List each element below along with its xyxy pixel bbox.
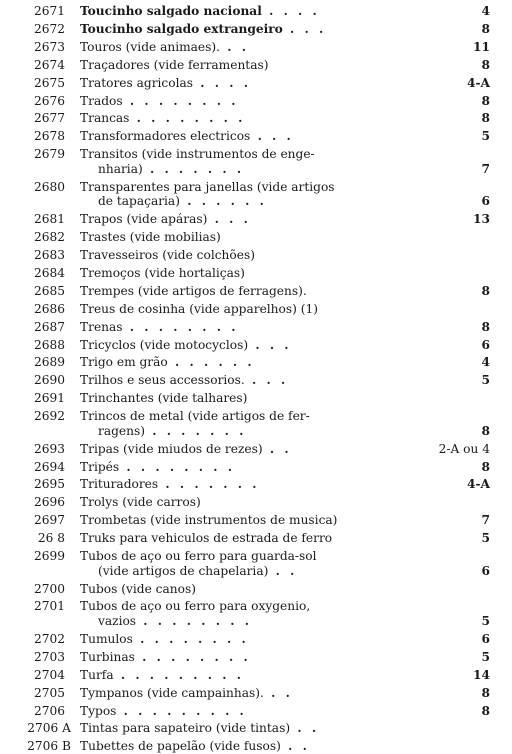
- index-entry: [0, 531, 512, 546]
- leader-dots: . . . . . . . .: [129, 111, 246, 126]
- description-text: Tumulos: [80, 631, 133, 646]
- entry-description: [80, 76, 440, 91]
- description-line: [80, 22, 440, 37]
- index-entry: [0, 320, 512, 335]
- entry-description: [80, 391, 440, 406]
- tariff-class: 8: [481, 319, 490, 334]
- description-text: Tripés: [80, 459, 120, 474]
- index-entry: [0, 582, 512, 597]
- description-line: [80, 391, 440, 406]
- description-text: Truks para vehiculos de estrada de ferro: [80, 531, 333, 546]
- tariff-class: 4-A: [467, 75, 490, 90]
- index-entry: [0, 650, 512, 665]
- entry-description: [80, 212, 440, 227]
- index-entry: [0, 549, 512, 578]
- entry-description: [80, 549, 440, 578]
- description-text: Trados: [80, 93, 123, 108]
- entry-description: [80, 704, 440, 719]
- description-text: Typos: [80, 703, 117, 718]
- leader-dots: . . . . . . .: [158, 477, 260, 492]
- description-text: Traçadores (vide ferramentas): [80, 57, 269, 72]
- leader-dots: . . .: [248, 337, 292, 352]
- entry-description: [80, 495, 440, 510]
- description-line: [80, 477, 440, 492]
- index-entry: [0, 409, 512, 438]
- entry-description: [80, 409, 440, 438]
- leader-dots: . . . . . . . .: [136, 613, 252, 628]
- entry-number: 2674: [33, 57, 65, 72]
- description-text: Travesseiros (vide colchões): [80, 248, 255, 262]
- index-entry: [0, 495, 512, 510]
- description-line: [80, 599, 440, 614]
- leader-dots: . .: [220, 39, 250, 54]
- index-entry: [0, 355, 512, 370]
- description-line: [80, 582, 440, 597]
- description-line: [80, 94, 440, 109]
- description-line: [80, 495, 440, 510]
- entry-description: [80, 599, 440, 628]
- tariff-class: 4: [481, 4, 490, 18]
- leader-dots: . . . . . . . .: [122, 93, 239, 108]
- tariff-class: 8: [481, 111, 490, 126]
- description-text: nharia): [98, 161, 143, 176]
- entry-number: 2673: [33, 39, 65, 54]
- entry-description: [80, 686, 440, 701]
- description-text: Trigo em grão: [80, 355, 168, 370]
- description-line: [80, 442, 440, 457]
- index-entry: [0, 129, 512, 144]
- entry-number: 2685: [33, 283, 65, 298]
- description-line: [80, 650, 440, 665]
- tariff-class: 2-A ou 4: [438, 441, 490, 456]
- entry-number: 2696: [33, 495, 65, 510]
- tariff-class: 6: [481, 337, 490, 352]
- description-line: [80, 373, 440, 388]
- description-text: Tubos de aço ou ferro para guarda-sol: [80, 549, 317, 563]
- leader-dots: . .: [263, 685, 293, 700]
- tariff-class: 4-A: [467, 477, 490, 492]
- entry-number: 2691: [33, 391, 65, 406]
- entry-description: [80, 58, 440, 73]
- leader-dots: . . .: [250, 129, 294, 144]
- entry-description: [80, 442, 440, 457]
- description-text: Tripas (vide miudos de rezes): [80, 441, 263, 456]
- entry-description: [80, 531, 440, 546]
- description-text: Trancas: [80, 111, 130, 126]
- description-text: Tubettes de papelão (vide fusos): [80, 739, 281, 754]
- index-entry: [0, 632, 512, 647]
- leader-dots: . . . . . . . . .: [116, 703, 247, 718]
- description-line: [80, 721, 440, 736]
- description-line: [80, 424, 440, 439]
- entry-number: 2699: [33, 549, 65, 563]
- entry-number: 2686: [33, 301, 65, 316]
- entry-description: [80, 739, 440, 754]
- description-line: [80, 739, 440, 754]
- description-text: Tubos de aço ou ferro para oxygenio,: [80, 599, 311, 614]
- description-line: [80, 111, 440, 126]
- tariff-class: 11: [473, 39, 490, 54]
- entry-description: [80, 22, 440, 37]
- description-text: ragens): [98, 423, 145, 438]
- tariff-class: 8: [481, 423, 490, 438]
- entry-description: [80, 721, 440, 736]
- description-text: Tremoços (vide hortaliças): [80, 265, 245, 280]
- leader-dots: . . . . . . .: [144, 423, 247, 438]
- tariff-class: 8: [481, 57, 490, 72]
- leader-dots: . . .: [282, 21, 327, 36]
- tariff-class: 6: [481, 563, 490, 578]
- entry-description: [80, 355, 440, 370]
- description-line: [80, 302, 440, 317]
- leader-dots: . .: [268, 563, 298, 578]
- description-line: [80, 58, 440, 73]
- description-text: Treus de cosinha (vide apparelhos) (1): [80, 301, 319, 316]
- description-line: [80, 338, 440, 353]
- index-entry: [0, 460, 512, 475]
- leader-dots: . .: [290, 721, 320, 736]
- description-line: [80, 549, 440, 564]
- description-line: [80, 704, 440, 719]
- description-text: Toucinho salgado nacional: [80, 4, 262, 18]
- entry-description: [80, 147, 440, 176]
- entry-description: [80, 302, 440, 317]
- entry-number: 2682: [33, 230, 65, 245]
- tariff-class: 8: [481, 685, 490, 700]
- tariff-class: 5: [481, 531, 490, 546]
- leader-dots: . . . .: [193, 75, 251, 90]
- leader-dots: . . .: [244, 373, 289, 388]
- description-text: Trituradores: [80, 477, 159, 492]
- index-entry: [0, 58, 512, 73]
- entry-description: [80, 582, 440, 597]
- index-entry: [0, 442, 512, 457]
- entry-number: 2671: [33, 4, 65, 18]
- leader-dots: . . . . . . . . .: [113, 667, 244, 682]
- tariff-class: 4: [481, 355, 490, 370]
- entry-number: 2690: [33, 373, 65, 388]
- description-line: [80, 129, 440, 144]
- tariff-class: 8: [481, 93, 490, 108]
- leader-dots: . . . . . . .: [142, 161, 245, 176]
- tariff-class: 5: [481, 649, 490, 664]
- description-line: [80, 284, 440, 299]
- description-line: [80, 668, 440, 683]
- index-entry: [0, 284, 512, 299]
- description-line: [80, 632, 440, 647]
- description-line: [80, 147, 440, 162]
- tariff-class: 5: [481, 129, 490, 144]
- entry-number: 2680: [33, 179, 65, 194]
- entry-description: [80, 40, 440, 55]
- leader-dots: . . . . . . . .: [122, 319, 239, 334]
- entry-description: [80, 650, 440, 665]
- description-text: Trapos (vide apáras): [80, 212, 208, 227]
- entry-description: [80, 180, 440, 209]
- entry-description: [80, 513, 440, 528]
- description-text: (vide artigos de chapelaria): [98, 563, 269, 578]
- entry-number: 2678: [33, 129, 65, 144]
- entry-number: 2706 B: [27, 739, 71, 754]
- tariff-class: 8: [481, 21, 490, 36]
- leader-dots: . . . . . .: [179, 194, 267, 209]
- index-entry: [0, 686, 512, 701]
- index-entry: [0, 739, 512, 754]
- index-entry: [0, 266, 512, 281]
- entry-description: [80, 373, 440, 388]
- entry-number: 2706 A: [27, 721, 71, 736]
- description-text: Tubos (vide canos): [80, 581, 196, 596]
- description-text: Turbinas: [80, 649, 135, 664]
- leader-dots: . . . . . . . .: [134, 649, 251, 664]
- index-entry: [0, 704, 512, 719]
- tariff-class: 6: [481, 631, 490, 646]
- description-line: [80, 513, 440, 528]
- index-entry: [0, 76, 512, 91]
- description-text: Trombetas (vide instrumentos de musica): [80, 513, 338, 528]
- index-entry: [0, 391, 512, 406]
- leader-dots: . . . . . .: [167, 355, 255, 370]
- entry-number: 2677: [33, 111, 65, 126]
- entry-number: 2676: [33, 93, 65, 108]
- entry-description: [80, 320, 440, 335]
- description-text: Trilhos e seus accessorios.: [80, 373, 245, 388]
- entry-number: 2705: [33, 685, 65, 700]
- index-entry: [0, 373, 512, 388]
- description-text: Transitos (vide instrumentos de enge-: [80, 147, 315, 162]
- description-line: [80, 212, 440, 227]
- tariff-class: 5: [481, 373, 490, 388]
- tariff-class: 8: [481, 283, 490, 298]
- entry-number: 2683: [33, 248, 65, 262]
- entry-number: 2693: [33, 441, 65, 456]
- entry-number: 26 8: [37, 531, 65, 546]
- description-text: Trincos de metal (vide artigos de fer-: [80, 409, 310, 424]
- tariff-class: 7: [481, 161, 490, 176]
- description-text: Tratores agricolas: [80, 75, 193, 90]
- entry-description: [80, 248, 440, 263]
- tariff-class: 5: [481, 613, 490, 628]
- index-entry: [0, 302, 512, 317]
- description-text: Tympanos (vide campainhas).: [80, 685, 264, 700]
- description-line: [80, 355, 440, 370]
- index-entry: [0, 180, 512, 209]
- index-entry: [0, 513, 512, 528]
- description-line: [80, 230, 440, 245]
- entry-number: 2681: [33, 212, 65, 227]
- description-text: Trenas: [80, 319, 123, 334]
- index-entry: [0, 147, 512, 176]
- tariff-class: 8: [481, 459, 490, 474]
- leader-dots: . .: [280, 739, 310, 754]
- entry-number: 2684: [33, 265, 65, 280]
- description-line: [80, 614, 440, 629]
- entry-number: 2697: [33, 513, 65, 528]
- description-line: [80, 686, 440, 701]
- leader-dots: . . . . . . . .: [132, 631, 249, 646]
- description-line: [80, 40, 440, 55]
- description-text: Touros (vide animaes).: [80, 39, 221, 54]
- index-entry: [0, 22, 512, 37]
- description-text: Toucinho salgado extrangeiro: [80, 21, 283, 36]
- entry-number: 2679: [33, 147, 65, 162]
- index-entry: [0, 248, 512, 263]
- tariff-class: 13: [473, 212, 490, 227]
- entry-number: 2694: [33, 459, 65, 474]
- entry-description: [80, 266, 440, 281]
- entry-description: [80, 4, 440, 19]
- description-text: Trolys (vide carros): [80, 495, 201, 510]
- index-entry: [0, 599, 512, 628]
- leader-dots: . .: [262, 441, 292, 456]
- entry-description: [80, 284, 440, 299]
- entry-number: 2701: [33, 599, 65, 614]
- description-text: vazios: [98, 613, 137, 628]
- entry-number: 2702: [33, 631, 65, 646]
- entry-number: 2703: [33, 649, 65, 664]
- entry-number: 2695: [33, 477, 65, 492]
- description-line: [80, 248, 440, 263]
- tariff-class: 7: [481, 513, 490, 528]
- description-text: Trempes (vide artigos de ferragens).: [80, 283, 307, 298]
- entry-description: [80, 111, 440, 126]
- index-entry: [0, 338, 512, 353]
- entry-description: [80, 668, 440, 683]
- index-entry: [0, 721, 512, 736]
- description-line: [80, 180, 440, 195]
- index-entry: [0, 94, 512, 109]
- entry-description: [80, 338, 440, 353]
- description-text: Turfa: [80, 667, 114, 682]
- description-line: [80, 162, 440, 177]
- entry-description: [80, 230, 440, 245]
- tariff-class: 6: [481, 194, 490, 209]
- description-text: de tapaçaria): [98, 194, 180, 209]
- entry-number: 2672: [33, 21, 65, 36]
- entry-number: 2692: [33, 409, 65, 424]
- entry-description: [80, 477, 440, 492]
- index-entry: [0, 477, 512, 492]
- entry-number: 2700: [33, 581, 65, 596]
- leader-dots: . . .: [207, 212, 251, 227]
- entry-number: 2706: [33, 703, 65, 718]
- entry-number: 2688: [33, 337, 65, 352]
- description-text: Trinchantes (vide talhares): [80, 391, 248, 406]
- entry-number: 2689: [33, 355, 65, 370]
- tariff-class: 8: [481, 703, 490, 718]
- entry-description: [80, 129, 440, 144]
- description-line: [80, 266, 440, 281]
- entry-number: 2675: [33, 75, 65, 90]
- index-entry: [0, 40, 512, 55]
- description-text: Transformadores electricos: [80, 129, 251, 144]
- index-entry: [0, 111, 512, 126]
- entry-description: [80, 632, 440, 647]
- description-line: [80, 194, 440, 209]
- entry-number: 2704: [33, 667, 65, 682]
- description-line: [80, 320, 440, 335]
- entry-number: 2687: [33, 319, 65, 334]
- description-text: Transparentes para janellas (vide artigos: [80, 179, 335, 194]
- entry-description: [80, 460, 440, 475]
- description-line: [80, 460, 440, 475]
- index-entry: [0, 4, 512, 19]
- description-text: Trastes (vide mobilias): [80, 230, 221, 245]
- index-entry: [0, 212, 512, 227]
- description-line: [80, 4, 440, 19]
- index-entry: [0, 230, 512, 245]
- description-line: [80, 564, 440, 579]
- tariff-class: 14: [473, 667, 490, 682]
- entry-description: [80, 94, 440, 109]
- description-text: Tricyclos (vide motocyclos): [80, 337, 249, 352]
- description-line: [80, 76, 440, 91]
- description-text: Tintas para sapateiro (vide tintas): [80, 721, 291, 736]
- description-line: [80, 531, 440, 546]
- description-line: [80, 409, 440, 424]
- leader-dots: . . . .: [261, 4, 320, 18]
- leader-dots: . . . . . . . .: [119, 459, 236, 474]
- index-entry: [0, 668, 512, 683]
